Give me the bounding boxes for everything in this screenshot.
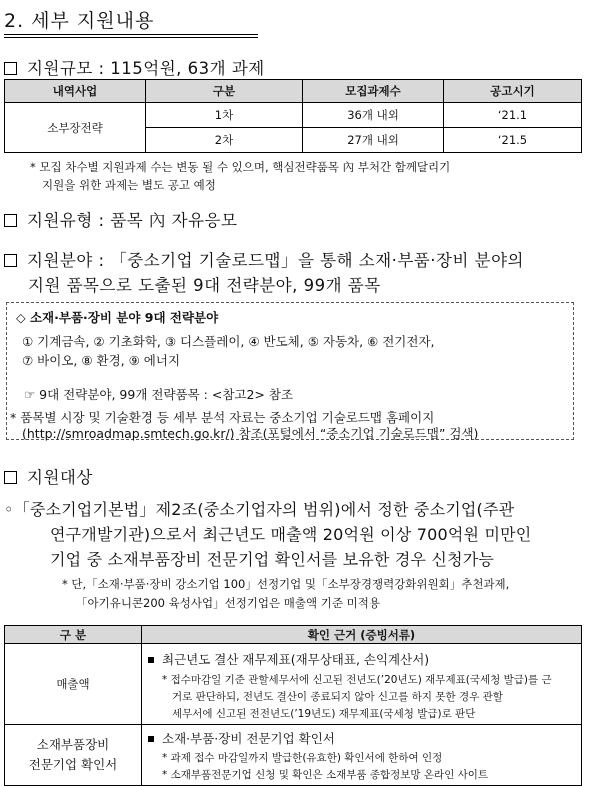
evidence-table	[4, 625, 582, 786]
title-underline-bottom	[4, 37, 258, 38]
strategy-box-title: ◇ 소재·부품·장비 분야 9대 전략분야	[16, 310, 219, 325]
checkbox-square-icon	[4, 254, 17, 267]
target-note: 「아기유니콘200 육성사업」선정기업은 매출액 기준 미적용	[76, 596, 380, 610]
table-header-cell: 구분	[146, 80, 303, 103]
strategy-fields-line: ① 기계금속, ② 기초화학, ③ 디스플레이, ④ 반도체, ⑤ 자동차, ⑥ 전기전자,	[22, 334, 435, 349]
field-heading-cont: 지원 품목으로 도출된 9대 전략분야, 99개 품목	[28, 276, 381, 295]
date-cell: ‘21.1	[444, 103, 582, 128]
round-cell: 2차	[146, 128, 303, 153]
table-header-cell: 내역사업	[5, 80, 146, 103]
checkbox-square-icon	[4, 214, 17, 227]
scale-heading: 지원규모 : 115억원, 63개 과제	[4, 55, 265, 79]
certificate-evidence-cell	[142, 725, 582, 786]
evidence-sub-line: * 과제 접수 마감일까지 발급한(유효한) 확인서에 한하여 인정	[162, 752, 443, 764]
round-cell: 1차	[146, 103, 303, 128]
checkbox-square-icon	[4, 62, 17, 75]
certificate-label-line: 전문기업 확인서	[28, 757, 118, 772]
section-title: 2. 세부 지원내용	[4, 10, 155, 32]
note-line: * 모집 차수별 지원과제 수는 변동 될 수 있으며, 핵심전략품목 內 부처간 함께달리기	[30, 160, 451, 174]
count-cell: 36개 내외	[303, 103, 444, 128]
field-heading: 지원분야 : 「중소기업 기술로드맵」을 통해 소재·부품·장비 분야의	[4, 247, 524, 271]
checkbox-square-icon	[4, 471, 17, 484]
revenue-evidence-cell	[142, 644, 582, 725]
target-line: ◦「중소기업기본법」제2조(중소기업자의 범위)에서 정한 중소기업(주관	[4, 500, 515, 519]
count-cell: 27개 내외	[303, 128, 444, 153]
square-bullet-icon	[148, 736, 154, 742]
certificate-label-cell	[5, 725, 142, 786]
strategy-reference: ☞ 9대 전략분야, 99개 전략품목 : <참고2> 참조	[24, 387, 294, 402]
square-bullet-icon	[148, 657, 154, 663]
evidence-sub-line: 세무서에 신고된 전전년도(’19년도) 재무제표(국세청 발급)로 판단	[172, 708, 476, 720]
target-line: 연구개발기관)으로서 최근년도 매출액 20억원 이상 700억원 미만인	[50, 525, 532, 544]
support-scale-table	[4, 79, 582, 153]
target-note: * 단,「소재·부품·장비 강소기업 100」선정기업 및「소부장경쟁력강화위원회」추천과제,	[62, 577, 510, 591]
table-header-cell: 확인 근거 (증빙서류)	[142, 626, 582, 644]
evidence-sub-line: * 접수마감일 기준 관할세무서에 신고된 전년도(’20년도) 재무제표(국세청 발급)를 근	[162, 674, 552, 686]
certificate-label-line: 소재부품장비	[36, 737, 110, 752]
strategy-note: * 품목별 시장 및 기술환경 등 세부 분석 자료는 중소기업 기술로드맵 홈페이지	[10, 410, 435, 425]
evidence-sub-line: * 소재부품전문기업 신청 및 확인은 소재부품 종합정보망 온라인 사이트	[162, 769, 489, 781]
target-heading: 지원대상	[4, 464, 93, 488]
strategy-note: (http://smroadmap.smtech.go.kr/) 참조(포털에서 “중소기업 기술로드맵” 검색)	[22, 426, 479, 441]
revenue-label-cell: 매출액	[5, 644, 142, 725]
date-cell: ‘21.5	[444, 128, 582, 153]
title-underline-top	[4, 34, 258, 35]
table-header-cell: 공고시기	[444, 80, 582, 103]
table-header-cell: 모집과제수	[303, 80, 444, 103]
evidence-main-line: 소재·부품·장비 전문기업 확인서	[142, 729, 581, 747]
type-heading: 지원유형 : 품목 內 자유응모	[4, 207, 237, 231]
note-line: 지원을 위한 과제는 별도 공고 예정	[42, 178, 216, 192]
strategy-fields-line: ⑦ 바이오, ⑧ 환경, ⑨ 에너지	[22, 353, 181, 368]
table-header-cell: 구 분	[5, 626, 142, 644]
target-line: 기업 중 소재부품장비 전문기업 확인서를 보유한 경우 신청가능	[50, 550, 495, 569]
evidence-sub-line: 거로 판단하되, 전년도 결산이 종료되지 않아 신고를 하지 못한 경우 관할	[172, 691, 503, 703]
business-cell: 소부장전략	[5, 103, 146, 153]
evidence-main-line: 최근년도 결산 재무제표(재무상태표, 손익계산서)	[142, 650, 581, 668]
